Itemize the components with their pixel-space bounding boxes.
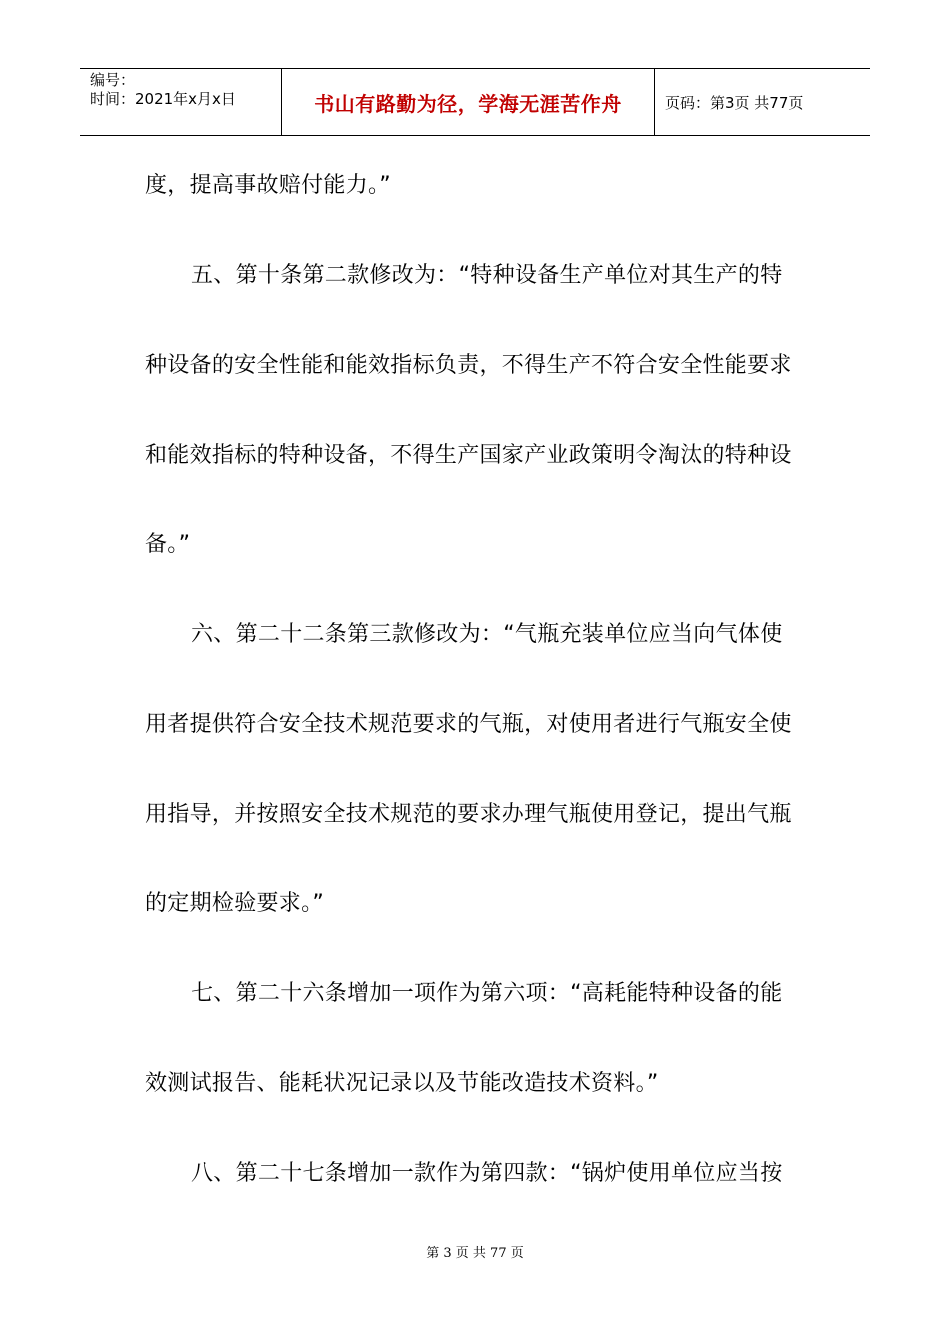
document-date-label: 时间：2021年x月x日 — [90, 90, 236, 108]
body-line: 七、第二十六条增加一项作为第六项：“高耗能特种设备的能 — [191, 981, 783, 1006]
body-line: 五、第十条第二款修改为：“特种设备生产单位对其生产的特 — [191, 263, 783, 288]
body-line: 备。” — [145, 532, 191, 557]
body-line: 种设备的安全性能和能效指标负责，不得生产不符合安全性能要求 — [145, 353, 792, 378]
body-line: 用指导，并按照安全技术规范的要求办理气瓶使用登记，提出气瓶 — [145, 802, 792, 827]
body-line: 用者提供符合安全技术规范要求的气瓶，对使用者进行气瓶安全使 — [145, 712, 792, 737]
body-line: 效测试报告、能耗状况记录以及节能改造技术资料。” — [145, 1071, 659, 1096]
header-page-code: 页码：第3页 共77页 — [665, 93, 804, 112]
header-motto-cell — [281, 69, 655, 135]
body-line: 的定期检验要求。” — [145, 891, 325, 916]
document-number-label: 编号： — [90, 71, 136, 89]
body-line: 和能效指标的特种设备，不得生产国家产业政策明令淘汰的特种设 — [145, 443, 792, 468]
header-info-cell — [80, 69, 281, 135]
body-line: 度，提高事故赔付能力。” — [145, 173, 391, 198]
page-header — [80, 68, 870, 136]
body-line: 六、第二十二条第三款修改为：“气瓶充装单位应当向气体使 — [191, 622, 783, 647]
header-page-cell — [655, 69, 870, 135]
header-motto: 书山有路勤为径，学海无涯苦作舟 — [314, 91, 622, 116]
body-line: 八、第二十七条增加一款作为第四款：“锅炉使用单位应当按 — [191, 1161, 783, 1186]
page-footer: 第 3 页 共 77 页 — [426, 1246, 524, 1261]
